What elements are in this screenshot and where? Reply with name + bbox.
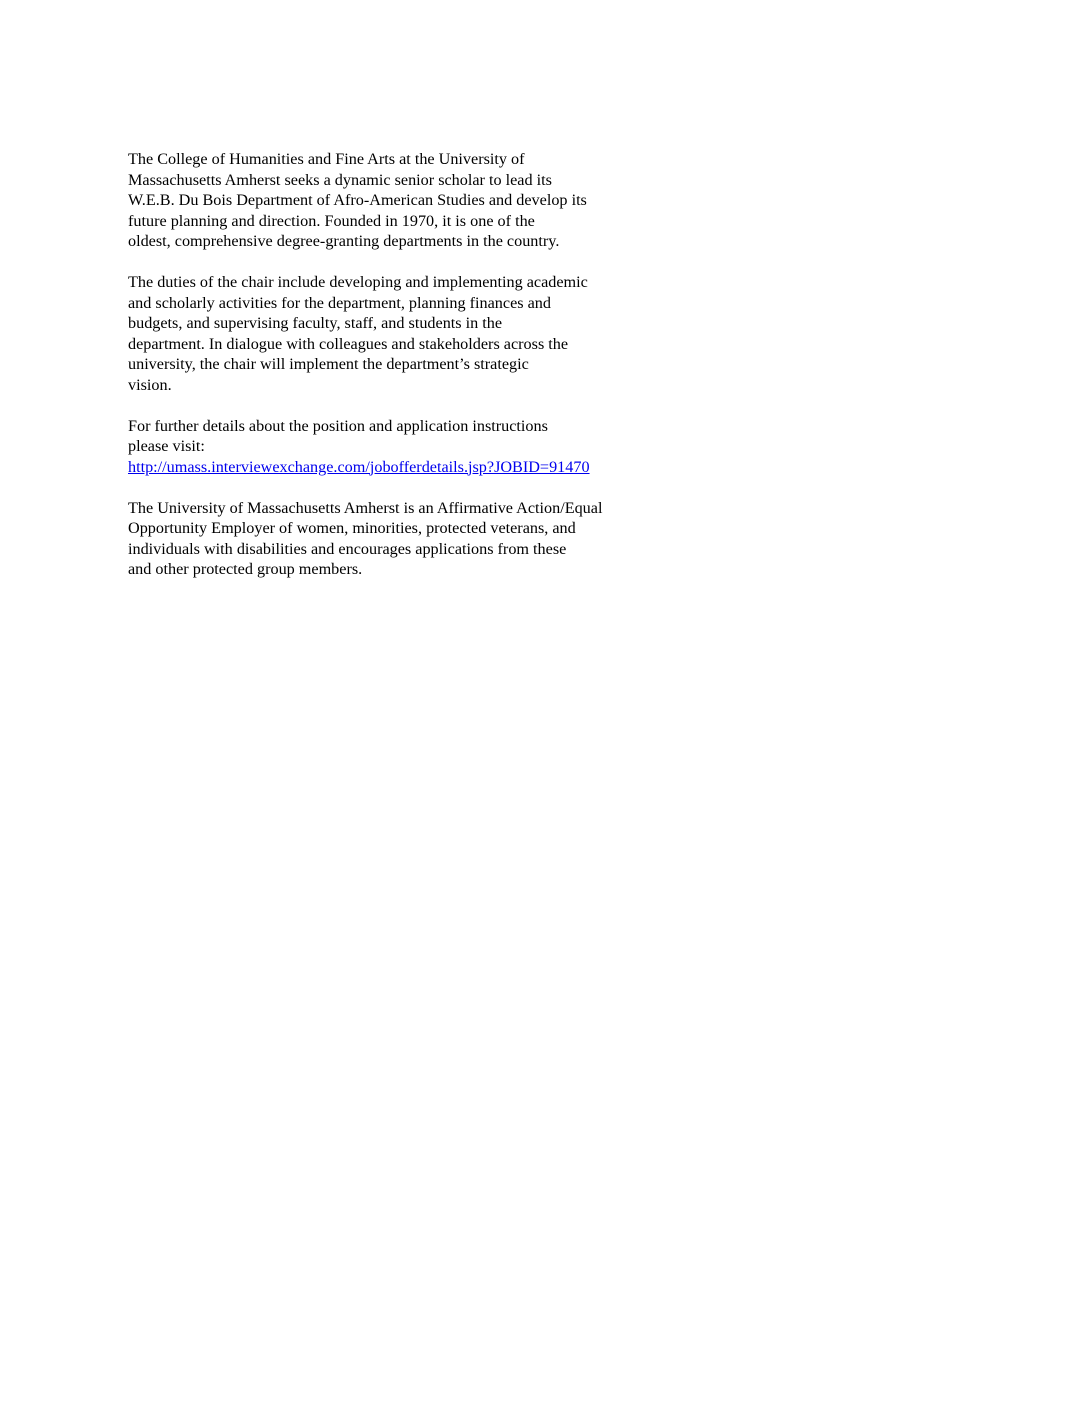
paragraph-intro	[128, 149, 688, 252]
document-body	[128, 149, 688, 600]
text-line: For further details about the position and application instructions	[128, 416, 548, 435]
text-line: please visit:	[128, 437, 205, 455]
text-line: The University of Massachusetts Amherst is an Affirmative Action/Equal	[128, 498, 603, 517]
text-line: and other protected group members.	[128, 560, 363, 578]
text-line: W.E.B. Du Bois Department of Afro-American Studies and develop its	[128, 191, 587, 209]
text-line: university, the chair will implement the department’s strategic	[128, 355, 529, 373]
text-line: and scholarly activities for the department, planning finances and	[128, 293, 551, 312]
paragraph-eeo-statement	[128, 498, 688, 580]
job-details-link[interactable]: http://umass.interviewexchange.com/jobofferdetails.jsp?JOBID=91470	[128, 457, 590, 476]
text-line: The duties of the chair include developing and implementing academic	[128, 273, 588, 291]
text-line: budgets, and supervising faculty, staff, and students in the	[128, 314, 503, 332]
text-line: future planning and direction. Founded in 1970, it is one of the	[128, 211, 535, 230]
text-line: individuals with disabilities and encourages applications from these	[128, 539, 567, 558]
paragraph-duties	[128, 272, 688, 395]
text-line: Massachusetts Amherst seeks a dynamic senior scholar to lead its	[128, 170, 552, 189]
text-line: vision.	[128, 375, 172, 394]
text-line: The College of Humanities and Fine Arts at the University of	[128, 150, 525, 168]
paragraph-details	[128, 416, 688, 478]
text-line: department. In dialogue with colleagues and stakeholders across the	[128, 334, 569, 353]
text-line: Opportunity Employer of women, minorities, protected veterans, and	[128, 519, 576, 537]
text-line: oldest, comprehensive degree-granting departments in the country.	[128, 232, 560, 250]
